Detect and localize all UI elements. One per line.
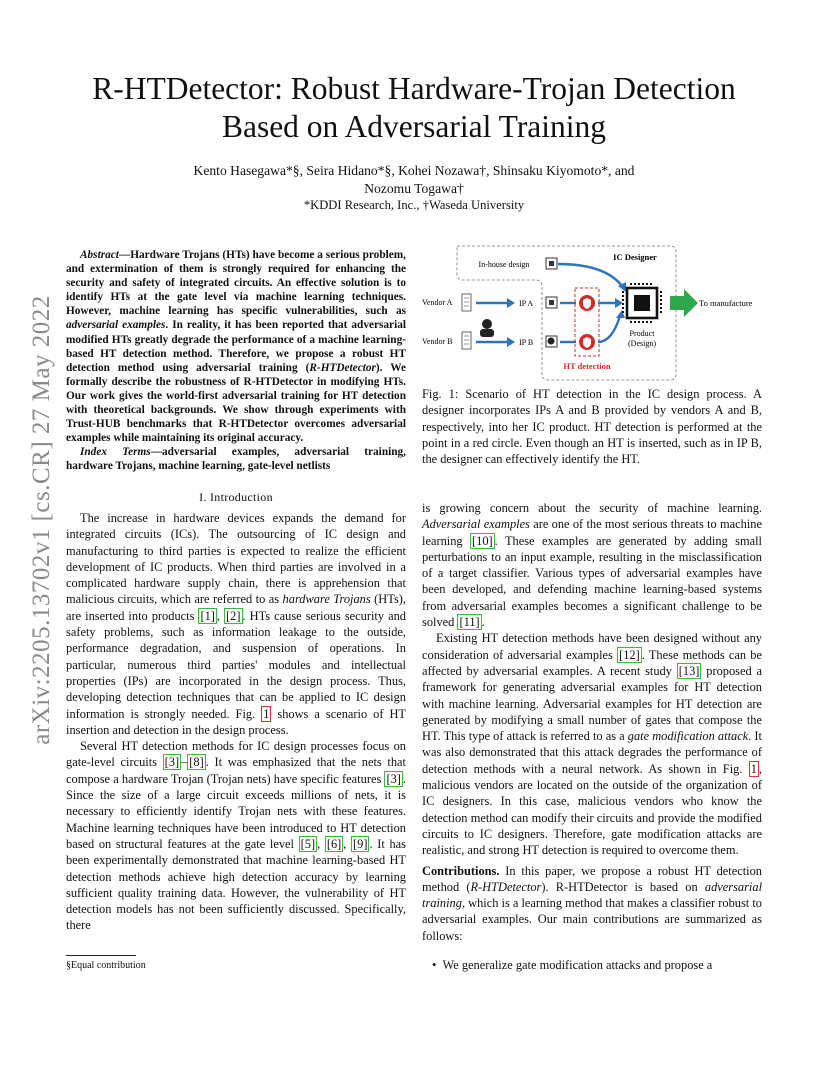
in-house-arrow [558,264,622,286]
citation-link[interactable]: [11] [459,615,480,630]
shield-icon [579,334,595,350]
in-house-chip-icon [546,258,557,269]
shield-icon [579,295,595,311]
section-heading-introduction: I. Introduction [199,490,273,504]
intro-text-col2: is growing concern about the security of machine learning. Adversarial examples are one of the most serious threats to machine learning [10] . These examples are generated by adding small perturbations to an input example, resulting in the misclassification of a target classifier. Various types of adversarial examples have been developed, and defending machine learning-based systems from adversarial examples becomes a significant challenge to be solved [11] . Existing HT detection methods have been designed without any consideration of adversarial examples [12] . These methods can be affected by adversarial examples. A recent study [13] proposed a framework for generating adversarial examples for HT detection with machine learning. Adversarial examples for HT detection are generated by modifying a small number of gates that compose the HT. This type of attack is referred to as a gate modification attack. It was also demonstrated that this attack degrades the performance of detection methods with a neural network. As shown in Fig. 1 , malicious vendors are located on the outside of the organization of IC designers. In this case, malicious vendors who know the detection method can modify their circuits and provide the modified circuits to IC designers. Therefore, gate modification attacks are realistic, and strong HT detection is required to overcome them. Contributions. In this paper, we propose a robust HT detection method (R-HTDetector). R-HTDetector is based on adversarial training, which is a learning method that makes a classifier robust to adversarial examples. Our main contributions are summarized as follows: [422,501,763,943]
citation-link[interactable]: [8] [189,755,204,770]
citation-link[interactable]: [13] [678,663,700,678]
citation-link[interactable]: [9] [353,836,368,851]
figure-caption: Fig. 1: Scenario of HT detection in the IC design process. A designer incorporates IPs A and B provided by vendors A and B, respectively, into her IC product. HT detection is performed at the point in a red circle. Even though an HT is inserted, such as in IP B, the designer can effectively identify the HT. [422,387,762,467]
infected-chip-icon [546,336,557,347]
authors: Kento Hasegawa*§, Seira Hidano*§, Kohei Nozawa†, Shinsaku Kiyomoto*, and Nozomu Togawa† [193,163,635,196]
citation-link[interactable]: [3] [164,755,180,770]
building-icon [462,332,471,349]
bullet-dot-icon: • [432,958,443,972]
ip-a-label: IP A [519,299,534,308]
citation-link[interactable]: [3] [386,771,401,786]
ip-b-label: IP B [519,338,534,347]
footnote-rule [66,955,136,956]
citation-link[interactable]: [10] [472,533,493,548]
intro-text: The increase in hardware devices expands the demand for integrated circuits (ICs). The outsourcing of IC design and manufacturing to third parties is expected to realize the efficient development of IC products. When third parties are involved in a complicated hardware supply chain, there is apprehension that malicious circuits, which are referred to as hardware Trojans (HTs), are inserted into products [1] , [2] . HTs cause serious security and safety problems, such as information leakage to the outside, performance degradation, and suspension of operations. In particular, numerous third parties' modules and intellectual properties (IPs) are incorporated in the design process. Thus, developing detection techniques that can be applied to IC design information is strongly needed. Fig. 1 shows a scenario of HT insertion and detection in the design process. Several HT detection methods for IC design processes focus on gate-level circuits [3] – [8] . It was emphasized that the nets that compose a hardware Trojan (Trojan nets) have specific features [3] . Since the size of a large circuit exceeds millions of nets, it is necessary to efficiently identify Trojan nets with these features. Machine learning techniques have been introduced to HT detection based on structural features at the gate level [5] , [6] , [9] . It has been experimentally demonstrated that machine learning-based HT detection methods achieve high detection accuracy by learning sufficient quality training data. However, the vulnerability of HT detection models has not been sufficiently discussed. Specifically, there [66,511,406,933]
figure-1 [420,242,760,382]
attacker-icon [480,319,494,337]
to-manufacture-label: To manufacture [699,298,753,308]
ht-detection-label: HT detection [563,361,611,371]
footnote: §Equal contribution [66,960,146,971]
paper-title: R-HTDetector: Robust Hardware-Trojan Detection Based on Adversarial Training [92,71,736,144]
citation-link[interactable]: [6] [326,836,342,851]
ic-designer-label: IC Designer [613,252,657,262]
abstract: Abstract—Hardware Trojans (HTs) have become a serious problem, and extermination of them is strongly required for enhancing the security and safety of integrated circuits. An effective solution is to identify HTs at the gate level via machine learning techniques. However, machine learning has specific vulnerabilities, such as adversarial examples. In reality, it has been reported that adversarial modified HTs greatly degrade the performance of a machine learning-based HT detection method. Therefore, we propose a robust HT detection method using adversarial training (R-HTDetector). We formally describe the robustness of R-HTDetector in modifying HTs. Our work gives the world-first adversarial training for HT detection with theoretical backgrounds. We show through experiments with Trust-HUB benchmarks that R-HTDetector overcomes adversarial examples while maintaining its original accuracy. Index Terms—adversarial examples, adversarial training, hardware Trojans, machine learning, gate-level netlists [66,249,406,473]
vendor-b-label: Vendor B [422,337,453,346]
affiliation: *KDDI Research, Inc., †Waseda University [303,198,525,212]
design-label: (Design) [628,339,656,348]
vendor-a-label: Vendor A [422,298,453,307]
building-icon [462,294,471,311]
to-manufacture-arrow [670,289,698,317]
contribution-bullet: • We generalize gate modification attacks and propose a [432,958,713,972]
citation-link[interactable]: [2] [226,608,241,623]
citation-link[interactable]: [5] [300,836,316,851]
citation-link[interactable]: [1] [200,608,215,623]
citation-link[interactable]: [12] [619,647,640,662]
arxiv-side-label: arXiv:2205.13702v1 [cs.CR] 27 May 2022 [28,295,55,745]
product-chip-icon [623,284,661,322]
product-label: Product [629,329,655,338]
ip-a-chip-icon [546,297,557,308]
figure-link[interactable]: 1 [263,706,270,721]
figure-link[interactable]: 1 [750,761,757,776]
in-house-label: In-house design [478,260,530,269]
